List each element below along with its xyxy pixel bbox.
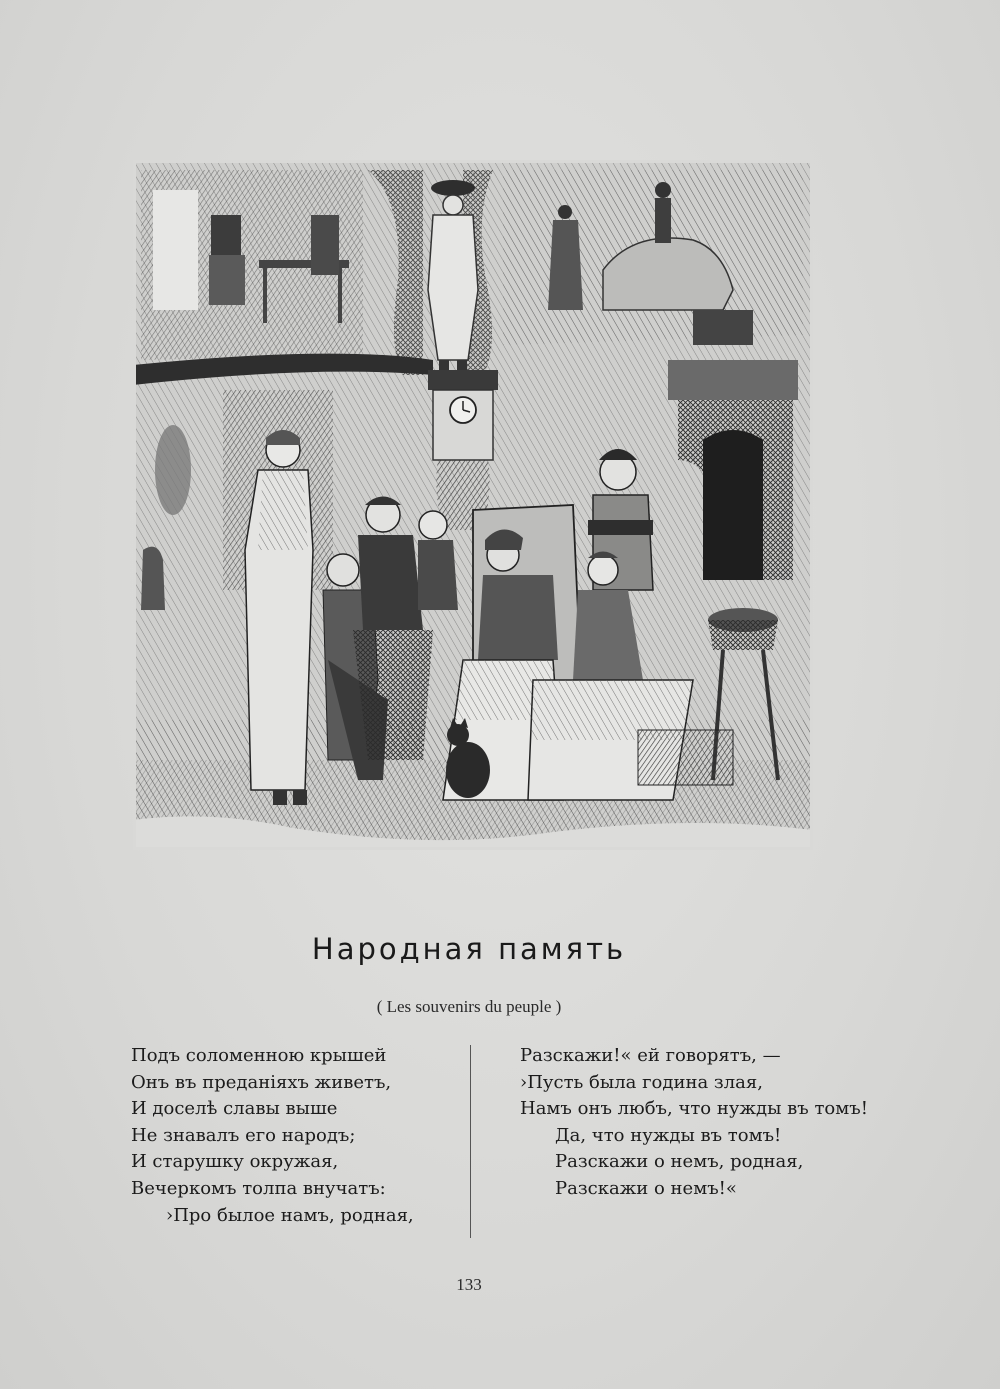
poem-subtitle: ( Les souvenirs du peuple ) <box>376 997 562 1016</box>
poem-line: Разскажи!« ей говорятъ, — <box>520 1045 781 1066</box>
poem-right-column <box>520 1043 920 1203</box>
poem-line: Вечеркомъ толпа внучатъ: <box>131 1177 386 1199</box>
column-divider <box>470 1045 471 1238</box>
poem-line: Да, что нужды въ томъ! <box>555 1124 782 1146</box>
poem-line: И доселѣ славы выше <box>131 1098 338 1120</box>
poem-line: И старушку окружая, <box>131 1151 339 1173</box>
poem-line: Подъ соломенною крышей <box>131 1045 387 1066</box>
engraving-illustration <box>133 160 813 850</box>
poem-title: Народная память <box>311 932 627 966</box>
poem-line: Разскажи о немъ!« <box>555 1177 737 1199</box>
poem-line: Не знавалъ его народъ; <box>131 1124 356 1146</box>
poem-line: Онъ въ преданіяхъ живетъ, <box>131 1071 392 1093</box>
poem-line: Намъ онъ любъ, что нужды въ томъ! <box>520 1098 868 1120</box>
poem-line: ›Про былое намъ, родная, <box>166 1204 414 1226</box>
poem-line: Разскажи о немъ, родная, <box>555 1151 804 1173</box>
poem-left-column <box>131 1043 461 1229</box>
poem-line: ›Пусть была година злая, <box>520 1071 763 1093</box>
page-number: 133 <box>456 1275 482 1294</box>
